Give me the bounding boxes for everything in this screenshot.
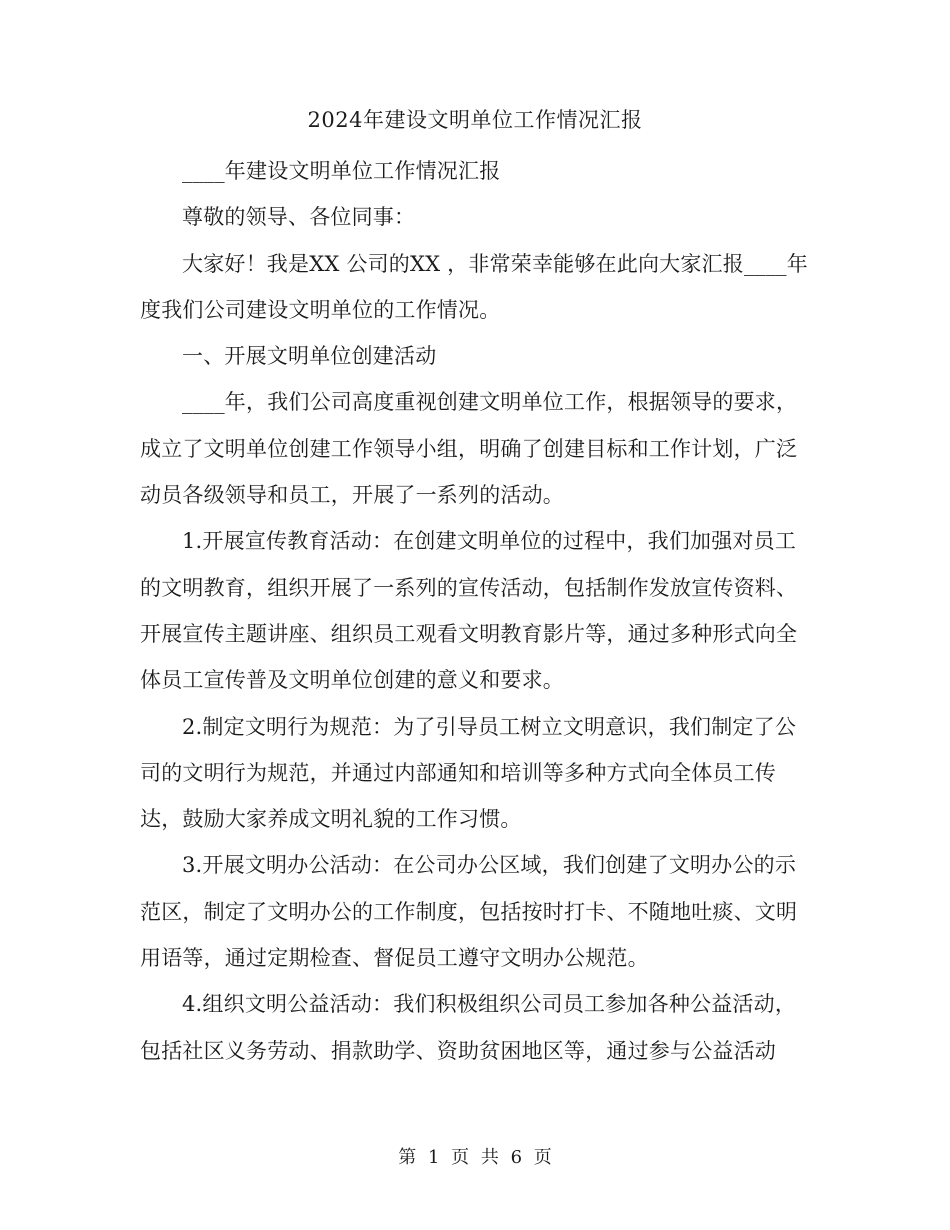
- document-title: 2024年建设文明单位工作情况汇报: [307, 108, 643, 132]
- paragraph-item-3: 3.开展文明办公活动：在公司办公区域，我们创建了文明办公的示范区，制定了文明办公的工作制度，包括按时打卡、不随地吐痰、文明用语等，通过定期检查、督促员工遵守文明办公规范。: [140, 853, 798, 971]
- paragraph-salutation: 尊敬的领导、各位同事：: [182, 205, 416, 230]
- paragraph-overview: ____年，我们公司高度重视创建文明单位工作，根据领导的要求，成立了文明单位创建工作领导小组，明确了创建目标和工作计划，广泛动员各级领导和员工，开展了一系列的活动。: [140, 390, 798, 508]
- paragraph-intro: 大家好！我是XX 公司的XX ，非常荣幸能够在此向大家汇报____年度我们公司建设文明单位的工作情况。: [140, 251, 808, 322]
- document-body: [140, 148, 812, 1074]
- paragraph-subtitle: ____年建设文明单位工作情况汇报: [182, 159, 501, 183]
- paragraph-item-1: 1.开展宣传教育活动：在创建文明单位的过程中，我们加强对员工的文明教育，组织开展了一系列的宣传活动，包括制作发放宣传资料、开展宣传主题讲座、组织员工观看文明教育影片等，通过多种形式向全体员工宣传普及文明单位创建的意义和要求。: [140, 529, 798, 693]
- paragraph-item-4: 4.组织文明公益活动：我们积极组织公司员工参加各种公益活动，包括社区义务劳动、捐款助学、资助贫困地区等，通过参与公益活动: [140, 992, 797, 1063]
- paragraph-item-2: 2.制定文明行为规范：为了引导员工树立文明意识，我们制定了公司的文明行为规范，并通过内部通知和培训等多种方式向全体员工传达，鼓励大家养成文明礼貌的工作习惯。: [140, 714, 797, 832]
- section-heading: 一、开展文明单位创建活动: [182, 344, 437, 369]
- page-footer: 第 1 页 共 6 页: [398, 1147, 552, 1168]
